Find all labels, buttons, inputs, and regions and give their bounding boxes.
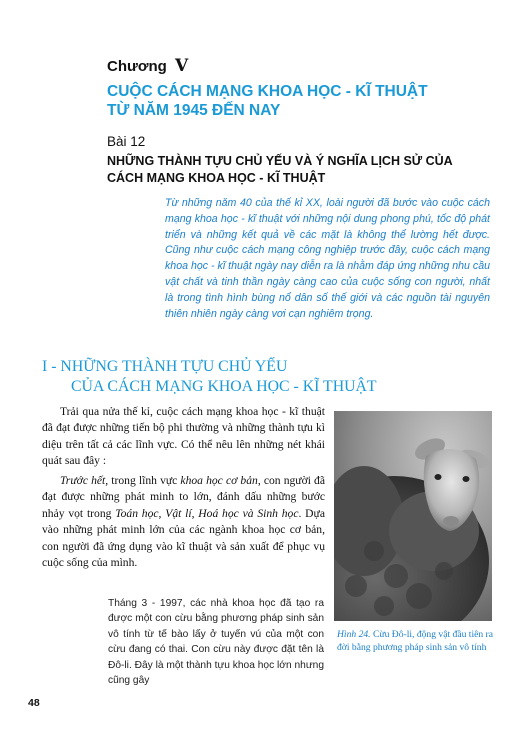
dolly-sheep-photo	[334, 411, 492, 621]
chapter-title	[107, 82, 467, 120]
paragraph-2-text-1: , trong lĩnh vực	[105, 474, 181, 487]
section-title-line1: I - NHỮNG THÀNH TỰU CHỦ YẾU	[42, 358, 288, 375]
figure-label: Hình 24.	[337, 629, 371, 640]
paragraph-2-text-2: , con người đã đạt được những phát minh to lớn, đánh dấu những bước nhảy vọt trong	[42, 474, 325, 520]
paragraph-2	[42, 473, 325, 571]
paragraph-2-em-1: khoa học cơ bản	[180, 474, 258, 487]
paragraph-2-lead: Trước hết	[60, 474, 106, 487]
dolly-note: Tháng 3 - 1997, các nhà khoa học đã tạo ra được một con cừu bằng phương pháp sinh sản vô tính từ tế bào lấy ở tuyến vú của một con cừu đang có thai. Con cừu này được đặt tên là Đô-li. Đây là một thành tựu khoa học lớn nhưng cũng gây	[108, 598, 324, 687]
sheep-illustration	[334, 411, 492, 621]
lesson-title-line2: CÁCH MẠNG KHOA HỌC - KĨ THUẬT	[107, 171, 326, 185]
chapter-heading	[107, 56, 188, 76]
chapter-label: Chương	[107, 58, 167, 75]
chapter-title-line2: TỪ NĂM 1945 ĐẾN NAY	[107, 102, 281, 119]
paragraph-2-em-2: Toán học, Vật lí, Hoá học và Sinh học	[115, 506, 299, 520]
chapter-title-line1: CUỘC CÁCH MẠNG KHOA HỌC - KĨ THUẬT	[107, 83, 428, 100]
page-number: 48	[28, 697, 40, 709]
lesson-number: Bài 12	[107, 134, 146, 149]
lesson-title	[107, 153, 487, 187]
figure-caption-text: Cừu Đô-li, động vật đầu tiên ra đời bằng phương pháp sinh sản vô tính	[337, 629, 494, 653]
figure-caption	[337, 629, 497, 654]
intro-paragraph: Từ những năm 40 của thế kỉ XX, loài người đã bước vào cuộc cách mạng khoa học - kĩ thuật với những nội dung phong phú, tốc độ phát triển và những kết quả về các mặt là không thể lường hết được. Cũng như cuộc cách mạng công nghiệp trước đây, cuộc cách mạng khoa học - kĩ thuật ngày nay diễn ra là nhằm đáp ứng những nhu cầu vật chất và tinh thần ngày càng cao của cuộc sống con người, nhất là trong tình hình bùng nổ dân số thế giới và các nguồn tài nguyên thiên nhiên ngày càng vơi cạn nghiêm trọng.	[165, 197, 490, 320]
section-title	[42, 357, 482, 396]
section-title-line2: CỦA CÁCH MẠNG KHOA HỌC - KĨ THUẬT	[71, 377, 377, 395]
paragraph-1: Trải qua nửa thế kỉ, cuộc cách mạng khoa học - kĩ thuật đã đạt được những tiến bộ phi thường và những thành tựu kì diệu trên tất cả các lĩnh vực. Có thể nêu lên những nét khái quát sau đây :	[42, 405, 325, 468]
lesson-title-line1: NHỮNG THÀNH TỰU CHỦ YẾU VÀ Ý NGHĨA LỊCH SỬ CỦA	[107, 154, 453, 168]
paragraph-2-text-3: . Dựa vào những phát minh lớn của các ngành khoa học cơ bản, con người đã ứng dụng vào kĩ thuật và sản xuất để phục vụ cuộc sống của mình.	[42, 506, 325, 570]
chapter-number: V	[175, 56, 189, 76]
